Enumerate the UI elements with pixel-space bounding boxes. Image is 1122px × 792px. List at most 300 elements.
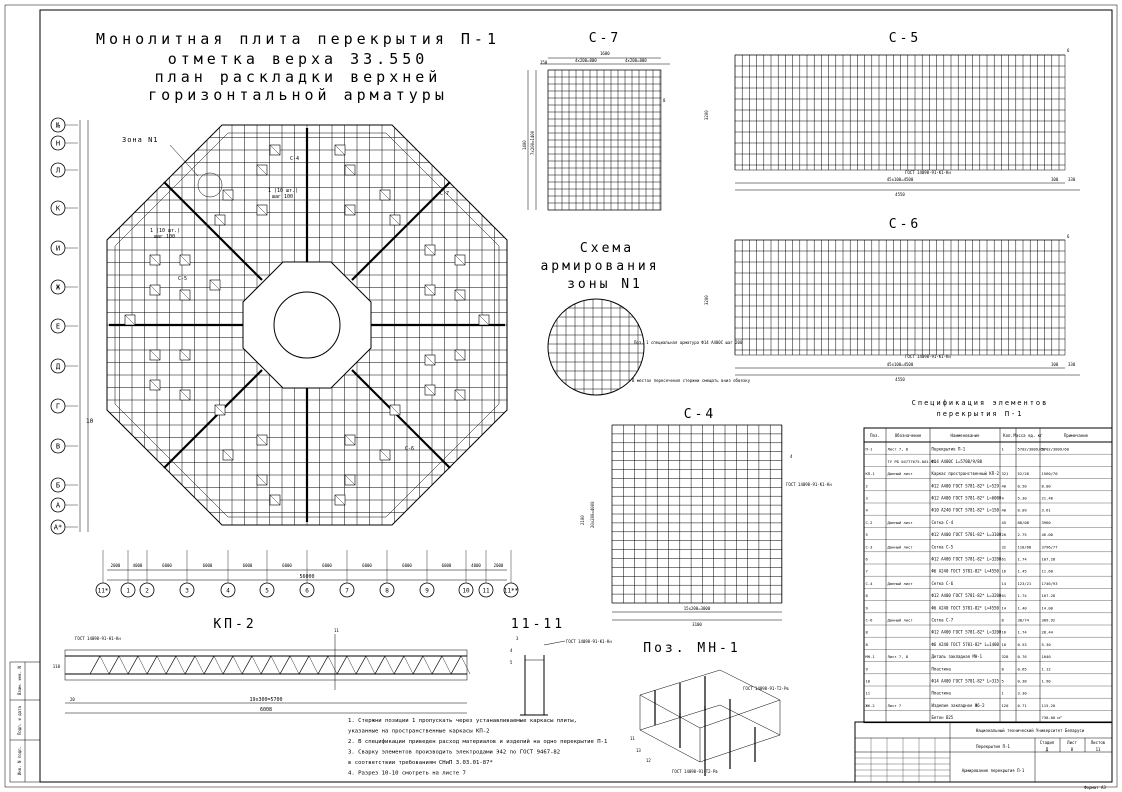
- spec-cell: 46.00: [1041, 532, 1053, 538]
- spec-cell: 3960: [1041, 519, 1051, 525]
- spec-cell: С-2: [865, 519, 873, 525]
- spec-row: [866, 520, 1052, 525]
- spec-title: [912, 399, 1049, 418]
- column-marker: [150, 350, 160, 360]
- axis-col-bubble: [504, 550, 519, 597]
- callout-2-step: шаг 100: [154, 234, 176, 240]
- column-marker: [390, 405, 400, 415]
- dim-segment: 6000: [441, 563, 452, 568]
- section-c7: [522, 31, 670, 210]
- spec-cell: Ф6 А240 ГОСТ 5781-82* L=1400: [931, 641, 999, 647]
- dim-total: 56000: [299, 574, 315, 580]
- spec-cell: С-6: [865, 617, 873, 623]
- axis-row-bubble: [51, 201, 78, 215]
- spec-cell: 88/08: [1017, 519, 1029, 525]
- dim-segment: 6000: [402, 563, 412, 568]
- spec-cell: Данный лист: [887, 617, 913, 623]
- spec-header-cell: Обозначение: [894, 433, 922, 438]
- column-marker: [425, 355, 435, 365]
- spec-cell: Бетон В25: [931, 715, 954, 721]
- spec-cell: 0.71: [1017, 702, 1027, 708]
- spec-cell: 8: [865, 641, 868, 647]
- spec-cell: Сетка С-4: [931, 519, 954, 525]
- c5-rebar-grid: [735, 55, 1065, 170]
- column-marker: [180, 290, 190, 300]
- spec-cell: Ф10 А240 ГОСТ 5781-82* L=150: [931, 507, 999, 513]
- c5-dim-end: 330: [1068, 177, 1076, 182]
- title-line-4: горизонтальной арматуры: [148, 86, 448, 104]
- spec-cell: 309.92: [1041, 617, 1056, 623]
- column-marker: [345, 435, 355, 445]
- title-block: [855, 722, 1112, 790]
- zone-circle: [198, 173, 222, 197]
- axis-col-label: 1: [126, 587, 130, 595]
- spec-row: [866, 557, 1056, 562]
- c4-title: С-4: [683, 407, 717, 422]
- spec-cell: Данный лист: [887, 519, 913, 525]
- spec-cell: 16: [1001, 568, 1007, 574]
- spec-cell: 1.74: [1017, 629, 1027, 635]
- s1111-mark-3: 3: [516, 636, 519, 641]
- spec-cell: 1560/70: [1041, 471, 1058, 477]
- tb-sheet: 8: [1070, 747, 1074, 752]
- mh1-title: Поз. МН-1: [643, 641, 741, 656]
- spec-cell: 61: [1001, 556, 1007, 562]
- spec-cell: Ж6-2: [865, 702, 875, 708]
- column-marker: [455, 350, 465, 360]
- callout-2: 1 (10 шт.): [150, 228, 181, 234]
- spec-row: [866, 654, 1052, 659]
- axis-col-bubble: [479, 550, 493, 597]
- spec-row: [866, 593, 1056, 598]
- c6-title: С-6: [888, 217, 922, 232]
- axis-row-label: №: [55, 121, 61, 130]
- spec-cell: 28.44: [1041, 629, 1053, 635]
- tb-sheets-label: Листов: [1090, 740, 1106, 745]
- c7-dim-total: 1600: [600, 51, 610, 56]
- note-line: 2. В спецификации приведен расход материалов и изделий на одно перекрытие П-1: [348, 739, 608, 745]
- axis-col-bubble: [459, 550, 473, 597]
- column-marker: [215, 215, 225, 225]
- spec-cell: 8: [1001, 666, 1004, 672]
- axis-row-label: Б: [55, 481, 61, 490]
- title-line-1: Монолитная плита перекрытия П-1: [96, 30, 500, 48]
- spec-cell: 14: [1001, 605, 1007, 611]
- zone-title-2: армирования: [540, 259, 660, 274]
- spec-cell: 40: [1001, 507, 1007, 513]
- spec-cell: Ф14 А400 ГОСТ 5781-82* L=315: [931, 678, 999, 684]
- mesh-label-c7: С-7: [440, 191, 450, 197]
- spec-row: [866, 630, 1054, 635]
- side-stamp: [10, 662, 40, 782]
- axis-col-label: 11*: [97, 587, 109, 595]
- axis-row-label: Е: [55, 322, 61, 331]
- note-line: указанные на пространственные каркасы КП-2: [348, 728, 490, 735]
- axis-col-bubble: [221, 550, 235, 597]
- spec-title-1: Спецификация элементов: [911, 399, 1049, 407]
- note-line: 4. Разрез 10-10 смотреть на листе 7: [348, 770, 466, 777]
- spec-cell: 3796/77: [1041, 544, 1058, 550]
- mh1-note-1: ГОСТ 14098-91-Т2-Рв: [743, 686, 789, 691]
- spec-row: [866, 691, 1028, 696]
- mesh-label-c4: С-4: [290, 156, 300, 162]
- spec-cell: 1: [1001, 446, 1004, 452]
- tb-sheets: 11: [1095, 747, 1101, 752]
- title-line-2: отметка верха 33.550: [167, 50, 429, 68]
- dim-segment: 4000: [132, 563, 143, 568]
- mh1-note-2: ГОСТ 14098-91-Т2-Рв: [672, 769, 718, 774]
- beam-ne: [352, 182, 450, 280]
- zone-title-1: Схема: [579, 241, 635, 256]
- c5-dim-edge: 100: [1051, 177, 1059, 182]
- spec-row: [866, 666, 1051, 671]
- spec-cell: Сетка С-6: [931, 580, 954, 586]
- tb-format: Формат А3: [1084, 785, 1106, 790]
- axis-col-bubble: [140, 550, 154, 597]
- kp2-dim-spacing: 19х300=5700: [249, 697, 283, 703]
- column-marker: [335, 145, 345, 155]
- column-marker: [180, 255, 190, 265]
- callout-1-step: шаг 100: [272, 194, 294, 200]
- axis-col-bubble: [121, 550, 135, 597]
- mesh-label-c6: С-6: [405, 446, 415, 452]
- axis-col-bubble: [180, 550, 194, 597]
- spec-cell: 0.65: [1017, 666, 1027, 672]
- kp2-dim-total: 6008: [259, 707, 273, 713]
- tb-name-2: Армирование перекрытия П-1: [961, 768, 1025, 773]
- spec-row: [866, 703, 1056, 708]
- axis-col-label: 7: [345, 587, 349, 595]
- spec-cell: 5: [865, 532, 868, 538]
- side-stamp-label-3: Взам. инв. N: [17, 666, 22, 695]
- spec-row: [866, 508, 1052, 513]
- spec-cell: 107.28: [1041, 556, 1056, 562]
- spec-cell: 1.74: [1017, 556, 1027, 562]
- spec-row: [888, 459, 983, 464]
- spec-cell: 5.30: [1017, 495, 1027, 501]
- spec-header-cell: Наименование: [950, 433, 980, 438]
- mesh-label-c5: С-5: [178, 276, 188, 282]
- spec-row: [866, 581, 1058, 586]
- spec-header-cell: Масса ед. кг: [1013, 433, 1043, 438]
- c7-dim-spacing: 7х200=1400: [530, 130, 535, 155]
- c6-dim-end: 330: [1068, 362, 1076, 367]
- title-block-signature-grid: [855, 738, 950, 782]
- core-opening: [274, 292, 340, 358]
- spec-cell: Ф12 А400 ГОСТ 5781-82* L=3200: [931, 629, 1002, 635]
- c4-note: ГОСТ 14098-91-К1-Кн: [786, 482, 832, 487]
- spec-cell: 11.60: [1041, 568, 1053, 574]
- column-marker: [425, 245, 435, 255]
- c7-dim-left: 4х200=800: [575, 58, 597, 63]
- axis-col-label: 11**: [503, 587, 519, 595]
- c7-rebar-grid: [548, 70, 661, 210]
- c5-note: ГОСТ 14098-91-К1-Кн: [905, 170, 951, 175]
- section-mh1: [630, 641, 789, 776]
- axis-row-bubble: [51, 520, 78, 534]
- spec-cell: МН-1: [865, 654, 875, 660]
- spec-cell: Ф14 А400С L=5700/9/80: [931, 458, 983, 464]
- spec-cell: 45: [1001, 519, 1007, 525]
- spec-cell: 20: [1001, 532, 1007, 538]
- column-marker: [345, 165, 355, 175]
- spec-cell: Ф12 А400 ГОСТ 5781-82* L=529: [931, 483, 999, 489]
- spec-row: [866, 483, 1052, 488]
- spec-cell: С-3: [865, 544, 873, 550]
- spec-cell: Лист 7, 8: [887, 654, 909, 660]
- spec-cell: Ф12 А400 ГОСТ 5781-82* L=3200: [931, 556, 1002, 562]
- c5-dim-total: 4550: [895, 192, 905, 197]
- spec-cell: Лист 7: [887, 702, 902, 708]
- axis-col-bubble: [96, 550, 110, 597]
- spec-cell: 0.09: [1017, 507, 1027, 513]
- column-marker: [215, 405, 225, 415]
- spec-title-2: перекрытия П-1: [936, 410, 1024, 418]
- spec-cell: 40: [1001, 483, 1007, 489]
- axis-row-bubble: [51, 241, 78, 255]
- section-c5: [704, 31, 1080, 197]
- axis-row-label: Л: [55, 166, 61, 175]
- spec-cell: Ф6 А240 ГОСТ 5781-82* L=4550: [931, 568, 999, 574]
- axis-col-label: 4: [226, 587, 230, 595]
- c6-note: ГОСТ 14098-91-К1-Кн: [905, 354, 951, 359]
- axis-col-bubble: [420, 550, 434, 597]
- spec-cell: 1.74: [1017, 593, 1027, 599]
- c4-dim-height: 2100: [580, 515, 585, 525]
- spec-cell: 1.90: [1041, 678, 1051, 684]
- spec-row: [866, 496, 1054, 501]
- spec-header-cell: Кол.: [1003, 433, 1013, 438]
- spec-cell: 321: [1001, 471, 1009, 477]
- spec-cell: 1: [1001, 690, 1004, 696]
- spec-cell: 1.12: [1041, 666, 1051, 672]
- column-marker: [223, 450, 233, 460]
- spec-cell: Пластина: [931, 666, 951, 672]
- column-marker: [345, 205, 355, 215]
- axis-row-bubble: [51, 439, 78, 453]
- title-line-3: план раскладки верхней: [154, 68, 442, 86]
- spec-row: [866, 544, 1058, 549]
- c6-mark: 6: [1067, 234, 1070, 239]
- s1111-mark-4: 4: [510, 648, 513, 653]
- spec-cell: 10: [1001, 641, 1007, 647]
- spec-row: [866, 532, 1054, 537]
- spec-cell: 738.00 м³: [1041, 715, 1063, 721]
- kp2-truss: [90, 656, 470, 674]
- c7-dim-right: 4х200=800: [625, 58, 647, 63]
- spec-cell: 8: [865, 629, 868, 635]
- column-marker: [455, 290, 465, 300]
- spec-cell: Данный лист: [887, 471, 913, 477]
- column-marker: [270, 495, 280, 505]
- spec-cell: 1.45: [1017, 568, 1027, 574]
- spec-cell: 61: [1001, 593, 1007, 599]
- c7-dim-end: 150: [540, 60, 548, 65]
- c4-dim-spacing-v: 20х200=4000: [590, 501, 595, 528]
- spec-cell: 5702/3809/60: [1017, 446, 1045, 452]
- column-marker: [180, 390, 190, 400]
- spec-cell: 0.53: [1017, 641, 1027, 647]
- spec-cell: 3.30: [1017, 690, 1027, 696]
- column-marker: [380, 450, 390, 460]
- spec-cell: 5.30: [1041, 641, 1051, 647]
- drawing-title: [96, 30, 500, 104]
- spec-cell: 7: [865, 568, 868, 574]
- column-marker: [425, 385, 435, 395]
- dim-segment: 2000: [493, 563, 504, 568]
- column-marker: [455, 390, 465, 400]
- spec-cell: 16: [1001, 629, 1007, 635]
- axis-col-label: 3: [185, 587, 189, 595]
- column-marker: [345, 475, 355, 485]
- callout-1: 1 (10 шт.): [268, 188, 299, 194]
- s1111-note: ГОСТ 14098-91-К1-Кн: [566, 639, 612, 644]
- spec-cell: 1.40: [1017, 605, 1027, 611]
- note-line: 1. Стержни позиции 1 пропускать через устанавливаемые каркасы плиты,: [348, 718, 578, 724]
- kp2-dim-end: 20: [70, 697, 75, 702]
- spec-cell: 4: [1001, 495, 1004, 501]
- c5-dim-height: 3200: [704, 110, 709, 120]
- spec-cell: Каркас пространственный КП-2: [931, 471, 999, 477]
- spec-cell: 21.48: [1041, 495, 1053, 501]
- spec-cell: Изделие закладное Ж6-2: [931, 702, 985, 708]
- column-marker: [270, 145, 280, 155]
- c7-dim-height: 1400: [522, 140, 527, 150]
- column-marker: [479, 315, 489, 325]
- spec-cell: Пластина: [931, 690, 951, 696]
- c6-rebar-grid: [735, 240, 1065, 355]
- spec-cell: 14.00: [1041, 605, 1053, 611]
- tb-stage-label: Стадия: [1039, 740, 1055, 745]
- column-marker: [257, 165, 267, 175]
- column-marker: [125, 315, 135, 325]
- kp2-mark: 11: [334, 628, 339, 633]
- column-marker: [257, 435, 267, 445]
- spec-row: [866, 605, 1054, 610]
- spec-cell: 52/28: [1017, 471, 1029, 477]
- spec-row: [866, 569, 1054, 574]
- c4-mark: 4: [790, 454, 793, 459]
- spec-cell: Данный лист: [887, 580, 913, 586]
- axis-row-label: К: [55, 204, 61, 213]
- axis-row-bubble: [51, 498, 78, 512]
- spec-cell: 32: [1001, 544, 1007, 550]
- spec-cell: П-1: [865, 446, 873, 452]
- c5-dim-spacing: 45х100=4500: [886, 177, 914, 182]
- axis-col-bubble: [380, 550, 394, 597]
- axis-row-label: А: [55, 501, 61, 510]
- axis-col-bubble: [340, 550, 354, 597]
- column-marker: [180, 350, 190, 360]
- c5-title: С-5: [888, 31, 922, 46]
- spec-cell: КП-1: [865, 471, 875, 477]
- spec-cell: 118/68: [1017, 544, 1032, 550]
- c6-dim-edge: 100: [1051, 362, 1059, 367]
- c4-dim-spacing: 15х200=3000: [683, 606, 711, 611]
- spec-cell: Ф12 А400 ГОСТ 5781-82* L=3200: [931, 593, 1002, 599]
- spec-cell: 107.28: [1041, 593, 1056, 599]
- spec-cell: Перекрытие П-1: [931, 446, 966, 452]
- tb-name-1: Перекрытие П-1: [976, 744, 1010, 749]
- zone-note-1: Поз. 1 специальная арматура Ф14 А400С шаг 200: [634, 340, 743, 345]
- spec-cell: 11: [865, 690, 871, 696]
- c4-rebar-grid: [612, 425, 782, 603]
- axis-row-bubble: [51, 163, 78, 177]
- spec-cell: 0.38: [1017, 678, 1027, 684]
- spec-cell: 2.75: [1017, 532, 1027, 538]
- spec-cell: 8.00: [1041, 483, 1051, 489]
- dim-segment: 6000: [242, 563, 253, 568]
- spec-cell: 123/21: [1017, 580, 1032, 586]
- dim-segment: 6000: [282, 563, 292, 568]
- dim-segment: 6000: [322, 563, 332, 568]
- axis-row-bubble: [51, 280, 78, 294]
- section-c6: [704, 217, 1080, 382]
- spec-cell: 9: [865, 605, 868, 611]
- section-mark-10: 10: [86, 418, 94, 425]
- zone-title-3: зоны N1: [567, 277, 643, 292]
- spec-cell: 10: [865, 678, 871, 684]
- spec-cell: Ф12 А400 ГОСТ 5781-82* L=6000: [931, 495, 1002, 501]
- axis-col-label: 2: [145, 587, 149, 595]
- column-marker: [150, 285, 160, 295]
- column-marker: [425, 285, 435, 295]
- spec-row: [866, 447, 1070, 452]
- column-marker: [150, 380, 160, 390]
- axis-row-label: Н: [55, 139, 61, 148]
- spec-cell: 1746/93: [1041, 580, 1058, 586]
- zone-scheme: [540, 241, 750, 395]
- c6-dim-spacing: 45х100=4500: [886, 362, 914, 367]
- spec-cell: 8: [865, 593, 868, 599]
- spec-cell: 14: [1001, 580, 1007, 586]
- spec-cell: Ф12 А400 ГОСТ 5781-82* L=3100: [931, 532, 1002, 538]
- spec-cell: 9: [865, 666, 868, 672]
- axis-col-label: 5: [265, 587, 269, 595]
- spec-row: [866, 642, 1052, 647]
- mh1-anchor-bars: [655, 676, 755, 776]
- section-c4: [580, 407, 832, 627]
- spec-cell: 0.76: [1017, 654, 1027, 660]
- spec-cell: 115.20: [1041, 702, 1056, 708]
- column-marker: [257, 475, 267, 485]
- note-line: 3. Сварку элементов производить электродами Э42 по ГОСТ 9467-82: [348, 749, 561, 756]
- specification-table: [864, 428, 1112, 723]
- tb-stage: Д: [1045, 747, 1049, 752]
- column-marker: [455, 255, 465, 265]
- s1111-title: 11-11: [510, 617, 566, 632]
- spec-cell: Ф6 А240 ГОСТ 5781-82* L=4550: [931, 605, 999, 611]
- spec-row: [932, 715, 1063, 720]
- c7-mark: 8: [663, 98, 666, 103]
- dim-segment: 6000: [202, 563, 213, 568]
- spec-cell: 4: [865, 507, 868, 513]
- spec-cell: С-4: [865, 580, 873, 586]
- spec-cell: Сетка С-5: [931, 544, 954, 550]
- axis-row-label: Ж: [55, 283, 61, 292]
- dim-segment: 6000: [362, 563, 372, 568]
- spec-cell: 3: [865, 495, 868, 501]
- axis-row-bubble: [51, 319, 78, 333]
- c7-title: С-7: [588, 31, 622, 46]
- tb-sheet-label: Лист: [1067, 740, 1077, 745]
- column-marker: [150, 255, 160, 265]
- spec-cell: Лист 7, 8: [887, 446, 909, 452]
- axis-row-bubble: [51, 399, 78, 413]
- side-stamp-label-1: Инв. N подл.: [17, 746, 22, 775]
- spec-header-cell: Поз.: [870, 433, 880, 438]
- axis-col-label: 10: [462, 587, 470, 595]
